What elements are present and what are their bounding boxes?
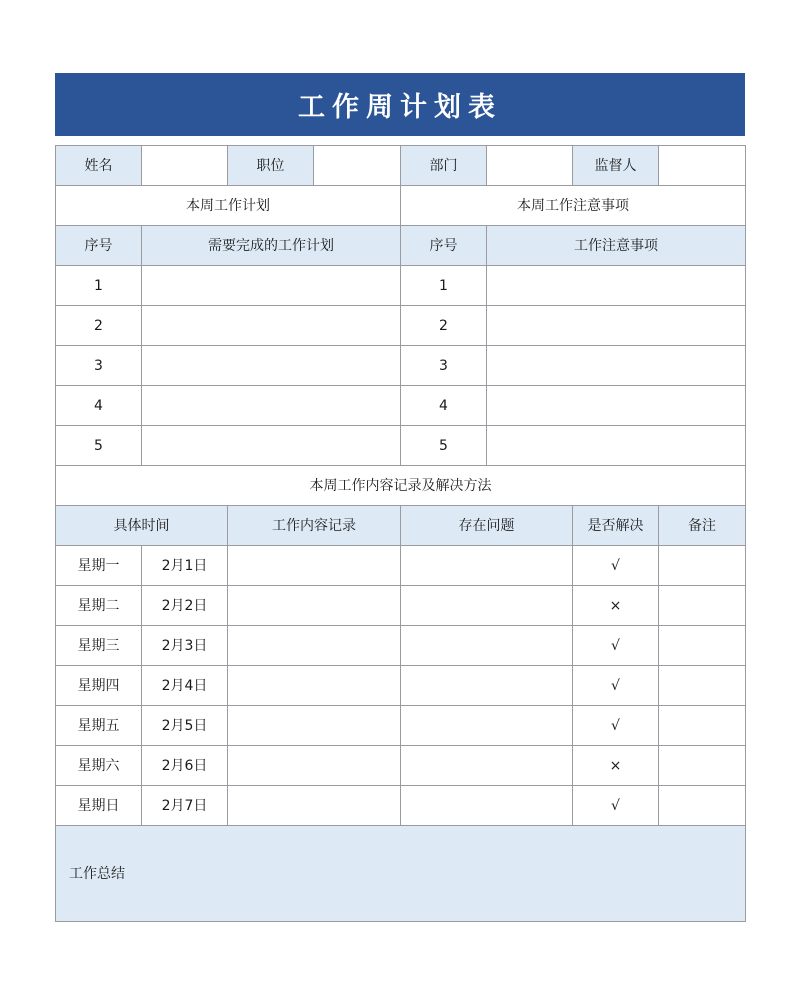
position-label: 职位 xyxy=(228,146,314,186)
notes-index: 3 xyxy=(401,346,487,386)
record-row xyxy=(56,706,746,746)
note-cell[interactable] xyxy=(659,546,746,586)
plan-task-cell[interactable] xyxy=(142,346,401,386)
time-header: 具体时间 xyxy=(56,506,228,546)
content-cell[interactable] xyxy=(228,666,401,706)
notes-item-cell[interactable] xyxy=(487,266,746,306)
resolved-cell[interactable]: √ xyxy=(573,546,659,586)
plan-row xyxy=(56,346,746,386)
record-section-title: 本周工作内容记录及解决方法 xyxy=(56,466,746,506)
weekday-cell: 星期五 xyxy=(56,706,142,746)
problem-cell[interactable] xyxy=(401,786,573,826)
problem-cell[interactable] xyxy=(401,706,573,746)
content-cell[interactable] xyxy=(228,786,401,826)
content-cell[interactable] xyxy=(228,746,401,786)
plan-index: 3 xyxy=(56,346,142,386)
content-cell[interactable] xyxy=(228,586,401,626)
title-gap xyxy=(55,137,745,145)
note-cell[interactable] xyxy=(659,746,746,786)
content-cell[interactable] xyxy=(228,706,401,746)
notes-item-cell[interactable] xyxy=(487,346,746,386)
work-summary[interactable]: 工作总结 xyxy=(56,826,746,922)
date-cell: 2月4日 xyxy=(142,666,228,706)
plan-index-header: 序号 xyxy=(56,226,142,266)
page-title: 工作周计划表 xyxy=(55,73,745,137)
notes-item-cell[interactable] xyxy=(487,386,746,426)
date-cell: 2月2日 xyxy=(142,586,228,626)
plan-table xyxy=(55,145,746,922)
weekday-cell: 星期六 xyxy=(56,746,142,786)
weekday-cell: 星期三 xyxy=(56,626,142,666)
plan-header-row xyxy=(56,226,746,266)
content-header: 工作内容记录 xyxy=(228,506,401,546)
notes-index: 4 xyxy=(401,386,487,426)
plan-task-cell[interactable] xyxy=(142,266,401,306)
plan-task-cell[interactable] xyxy=(142,306,401,346)
info-row xyxy=(56,146,746,186)
record-section-title-row xyxy=(56,466,746,506)
content-cell[interactable] xyxy=(228,626,401,666)
plan-section-title-row xyxy=(56,186,746,226)
position-field[interactable] xyxy=(314,146,401,186)
department-field[interactable] xyxy=(487,146,573,186)
problem-header: 存在问题 xyxy=(401,506,573,546)
plan-row xyxy=(56,426,746,466)
record-header-row xyxy=(56,506,746,546)
weekday-cell: 星期二 xyxy=(56,586,142,626)
resolved-cell[interactable]: × xyxy=(573,586,659,626)
date-cell: 2月7日 xyxy=(142,786,228,826)
plan-task-cell[interactable] xyxy=(142,386,401,426)
weekly-plan-sheet xyxy=(55,73,745,922)
note-header: 备注 xyxy=(659,506,746,546)
note-cell[interactable] xyxy=(659,626,746,666)
weekday-cell: 星期四 xyxy=(56,666,142,706)
note-cell[interactable] xyxy=(659,586,746,626)
record-row xyxy=(56,666,746,706)
department-label: 部门 xyxy=(401,146,487,186)
note-cell[interactable] xyxy=(659,706,746,746)
record-row xyxy=(56,626,746,666)
notes-index-header: 序号 xyxy=(401,226,487,266)
plan-index: 5 xyxy=(56,426,142,466)
record-row xyxy=(56,786,746,826)
problem-cell[interactable] xyxy=(401,546,573,586)
plan-task-cell[interactable] xyxy=(142,426,401,466)
plan-index: 4 xyxy=(56,386,142,426)
date-cell: 2月3日 xyxy=(142,626,228,666)
plan-index: 2 xyxy=(56,306,142,346)
resolved-cell[interactable]: √ xyxy=(573,626,659,666)
plan-task-header: 需要完成的工作计划 xyxy=(142,226,401,266)
supervisor-field[interactable] xyxy=(659,146,746,186)
weekday-cell: 星期日 xyxy=(56,786,142,826)
notes-item-header: 工作注意事项 xyxy=(487,226,746,266)
problem-cell[interactable] xyxy=(401,666,573,706)
plan-row xyxy=(56,266,746,306)
summary-row xyxy=(56,826,746,922)
plan-row xyxy=(56,386,746,426)
problem-cell[interactable] xyxy=(401,746,573,786)
resolved-header: 是否解决 xyxy=(573,506,659,546)
plan-row xyxy=(56,306,746,346)
note-cell[interactable] xyxy=(659,786,746,826)
resolved-cell[interactable]: × xyxy=(573,746,659,786)
weekly-plan-title: 本周工作计划 xyxy=(56,186,401,226)
record-row xyxy=(56,586,746,626)
weekday-cell: 星期一 xyxy=(56,546,142,586)
record-row xyxy=(56,746,746,786)
problem-cell[interactable] xyxy=(401,626,573,666)
resolved-cell[interactable]: √ xyxy=(573,666,659,706)
resolved-cell[interactable]: √ xyxy=(573,706,659,746)
notes-index: 2 xyxy=(401,306,487,346)
resolved-cell[interactable]: √ xyxy=(573,786,659,826)
name-field[interactable] xyxy=(142,146,228,186)
weekly-notes-title: 本周工作注意事项 xyxy=(401,186,746,226)
name-label: 姓名 xyxy=(56,146,142,186)
date-cell: 2月1日 xyxy=(142,546,228,586)
note-cell[interactable] xyxy=(659,666,746,706)
date-cell: 2月5日 xyxy=(142,706,228,746)
content-cell[interactable] xyxy=(228,546,401,586)
problem-cell[interactable] xyxy=(401,586,573,626)
plan-index: 1 xyxy=(56,266,142,306)
notes-item-cell[interactable] xyxy=(487,426,746,466)
date-cell: 2月6日 xyxy=(142,746,228,786)
supervisor-label: 监督人 xyxy=(573,146,659,186)
notes-item-cell[interactable] xyxy=(487,306,746,346)
record-row xyxy=(56,546,746,586)
notes-index: 1 xyxy=(401,266,487,306)
notes-index: 5 xyxy=(401,426,487,466)
